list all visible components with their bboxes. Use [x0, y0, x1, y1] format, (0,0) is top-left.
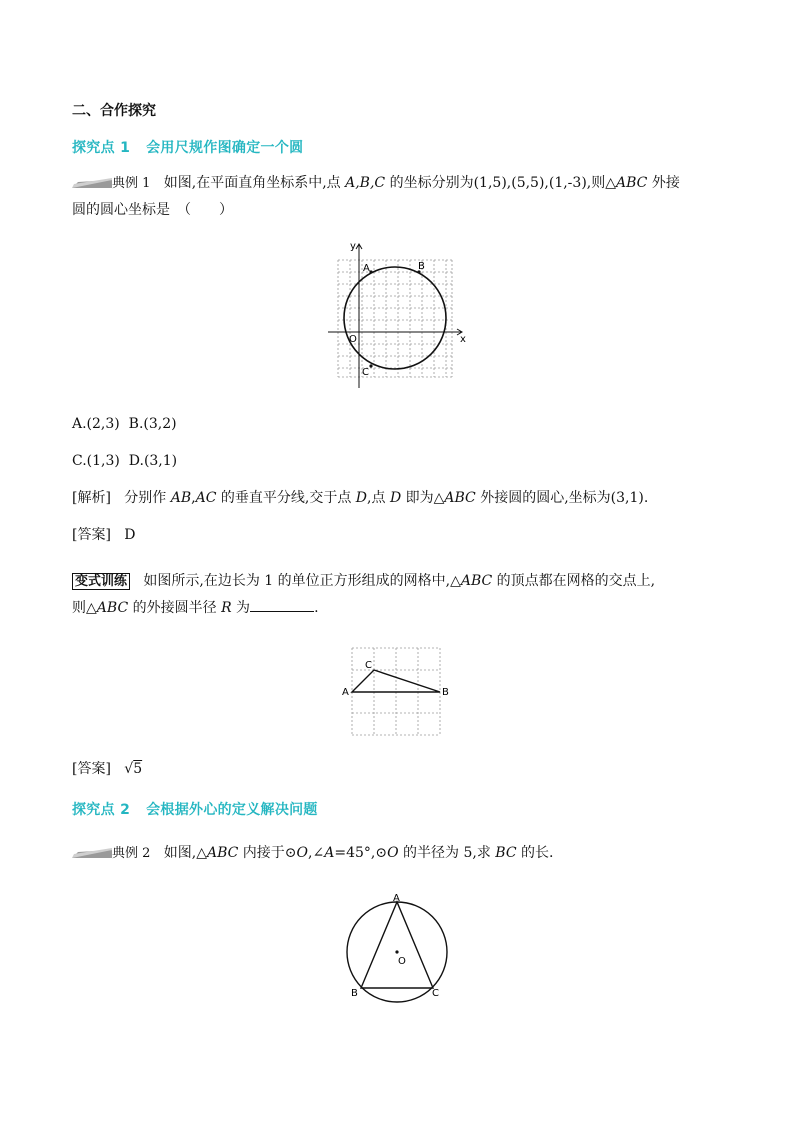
- example2-abc: ABC: [206, 845, 239, 861]
- example1-text: 如图,在平面直角坐标系中,点: [163, 175, 346, 191]
- choice-b: B.(3,2): [128, 416, 177, 432]
- section-title: 二、合作探究: [72, 103, 156, 119]
- variant-tag: 变式训练: [72, 573, 130, 590]
- label-x: x: [460, 334, 466, 345]
- example1-text-b: 的坐标分别为(1,5),(5,5),(1,-3),则△: [385, 175, 617, 191]
- example1-stem: [72, 170, 732, 223]
- example1-analysis: [72, 485, 732, 511]
- analysis-text-a: 分别作: [124, 490, 171, 506]
- example2-text-a: 如图,△: [163, 845, 207, 861]
- example2-text-e: 的半径为 5,求: [398, 845, 496, 861]
- example2-figure: [340, 892, 456, 1004]
- label-b: B: [418, 261, 425, 272]
- example1-figure: [326, 238, 472, 390]
- fig2-label-b: B: [351, 988, 358, 999]
- variant-line2-abc: ABC: [96, 600, 129, 616]
- example1-points: A,B,C: [345, 175, 386, 191]
- example2-text-c: ,∠: [308, 845, 325, 861]
- label-c: C: [362, 367, 369, 378]
- variant-line2-end: .: [314, 600, 319, 616]
- example1-answer: [72, 522, 136, 548]
- choices-row-2: [72, 448, 177, 474]
- point1-heading: [72, 137, 303, 157]
- analysis-tag: [解析]: [72, 490, 111, 506]
- analysis-abc: ABC: [444, 490, 476, 506]
- answer-value: D: [124, 527, 136, 543]
- choice-d: D.(3,1): [128, 453, 178, 469]
- example2-text-f: 的长.: [516, 845, 554, 861]
- point-c: [369, 364, 372, 367]
- point2-heading: [72, 799, 318, 819]
- point1-title: 会用尺规作图确定一个圆: [146, 140, 304, 156]
- analysis-text-c: ,点: [367, 490, 390, 506]
- analysis-text-e: 外接圆的圆心,坐标为(3,1).: [475, 490, 649, 506]
- example2-o2: O: [387, 845, 399, 861]
- sqrt-sign: √: [124, 761, 134, 777]
- inscribed-triangle: [361, 902, 433, 988]
- example2-tag: 典例 2: [112, 846, 151, 861]
- point2-title: 会根据外心的定义解决问题: [146, 802, 318, 818]
- choice-c: C.(1,3): [72, 453, 120, 469]
- example2-text-d: =45°,⊙: [334, 845, 388, 861]
- fig2-label-c: C: [432, 988, 439, 999]
- choice-a: A.(2,3): [72, 416, 120, 432]
- variant-text-a: 如图所示,在边长为 1 的单位正方形组成的网格中,△: [143, 573, 461, 589]
- fig2-label-a: A: [393, 893, 400, 904]
- analysis-text-b: 的垂直平分线,交于点: [216, 490, 356, 506]
- analysis-d1: D: [355, 490, 368, 506]
- variant-r: R: [221, 600, 232, 616]
- example2-stem: [72, 840, 732, 867]
- variant-label-b: B: [442, 687, 449, 698]
- point-a: [369, 270, 372, 273]
- answer-blank: [250, 597, 314, 612]
- analysis-text-d: 即为△: [401, 490, 445, 506]
- example2-bc: BC: [495, 845, 517, 861]
- label-a: A: [363, 263, 370, 274]
- example2-o1: O: [296, 845, 309, 861]
- example-wedge-icon: [72, 848, 112, 858]
- center-o: [395, 950, 398, 953]
- example2-angle-a: A: [324, 845, 335, 861]
- example1-tag: 典例 1: [112, 176, 151, 191]
- example1-triangle: ABC: [616, 175, 648, 191]
- example1-text-c: 外接: [647, 175, 680, 191]
- label-y: y: [350, 241, 356, 252]
- variant-answer-radicand: 5: [133, 761, 143, 777]
- variant-line2-b: 的外接圆半径: [128, 600, 222, 616]
- variant-label-a: A: [342, 687, 349, 698]
- variant-text-b: 的顶点都在网格的交点上,: [492, 573, 656, 589]
- choices-row-1: [72, 411, 177, 437]
- variant-figure: [340, 645, 460, 739]
- variant-line2-c: 为: [231, 600, 251, 616]
- example2-text-b: 内接于⊙: [238, 845, 297, 861]
- analysis-ab: AB: [170, 490, 192, 506]
- point1-label: 探究点 1: [72, 140, 131, 156]
- analysis-ac: AC: [195, 490, 217, 506]
- variant-stem: [72, 568, 742, 621]
- variant-answer: [72, 756, 142, 782]
- variant-label-c: C: [365, 660, 372, 671]
- answer-tag: [答案]: [72, 527, 111, 543]
- example1-line2: 圆的圆心坐标是 （ ）: [72, 202, 233, 218]
- point2-label: 探究点 2: [72, 802, 131, 818]
- analysis-d2: D: [389, 490, 402, 506]
- example-wedge-icon: [72, 178, 112, 188]
- label-o: O: [349, 334, 357, 345]
- grid-lines: [338, 260, 452, 377]
- variant-answer-tag: [答案]: [72, 761, 111, 777]
- variant-abc: ABC: [460, 573, 493, 589]
- variant-line2-a: 则△: [72, 600, 97, 616]
- analysis-comma: ,: [191, 490, 196, 506]
- fig2-label-o: O: [398, 956, 406, 967]
